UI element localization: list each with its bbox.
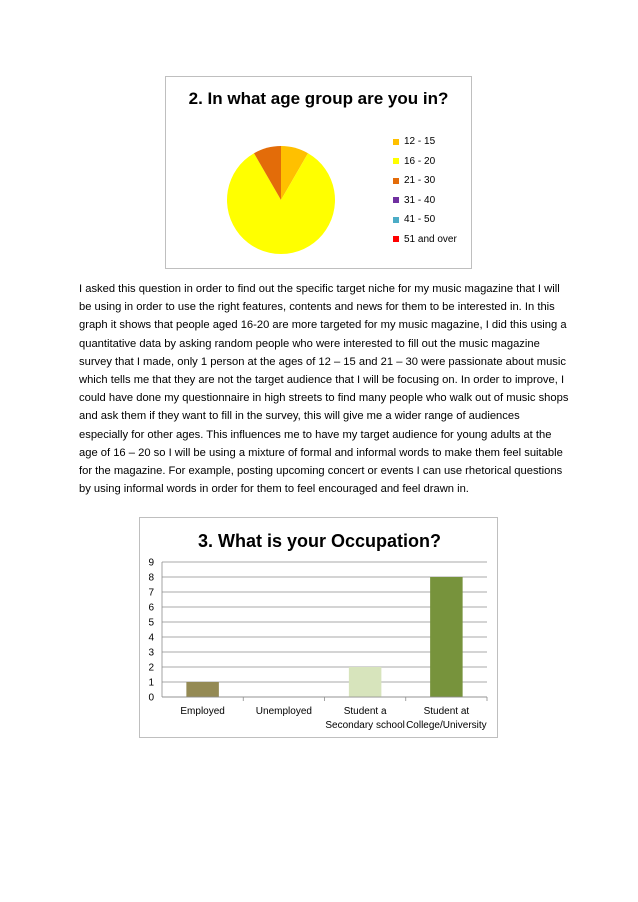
x-category-label: Employed bbox=[180, 706, 225, 717]
legend-entry bbox=[393, 191, 457, 211]
legend-label: 41 - 50 bbox=[404, 214, 436, 226]
legend-entry bbox=[393, 132, 457, 152]
legend-swatch bbox=[393, 178, 399, 184]
y-tick-label: 3 bbox=[148, 647, 154, 659]
y-tick-label: 7 bbox=[148, 587, 154, 599]
pie-chart-legend bbox=[393, 132, 457, 249]
legend-entry bbox=[393, 152, 457, 172]
bar-employed-0 bbox=[186, 682, 219, 697]
y-tick-label: 9 bbox=[148, 557, 154, 569]
legend-label: 51 and over bbox=[404, 233, 457, 245]
occupation-bar-chart bbox=[139, 517, 498, 738]
legend-label: 12 - 15 bbox=[404, 136, 436, 148]
x-category-label: Unemployed bbox=[255, 706, 312, 717]
analysis-paragraph: I asked this question in order to find out the specific target niche for my music magazine that I will be using in order to use the right features, contents and news for them to be interested in. In this graph it shows that people aged 16-20 are more targeted for my music magazine, I did this using a quantitative data by asking random people who were interested to fill out the music magazine survey that I made, only 1 person at the ages of 12 – 15 and 21 – 30 were passionate about music which tells me that they are not the target audience that I will be focusing on. In order to improve, I could have done my questionnaire in high streets to find many people who walk out of music shops and ask them if they want to fill in the survey, this will give me a wider range of audiences especially for other ages. This influences me to have my target audience for young adults at the age of 16 – 20 so I will be using a mixture of formal and informal words to make them feel suitable for the magazine. For example, posting upcoming concert or events I can use rhetorical questions by using informal words in order for them to feel encouraged and feel drawn in. bbox=[79, 283, 569, 496]
legend-label: 21 - 30 bbox=[404, 175, 436, 187]
y-tick-label: 4 bbox=[148, 632, 154, 644]
y-tick-label: 6 bbox=[148, 602, 154, 614]
age-group-pie-chart bbox=[165, 76, 472, 269]
legend-swatch bbox=[393, 197, 399, 203]
bar-chart-title: 3. What is your Occupation? bbox=[197, 531, 442, 551]
y-tick-label: 2 bbox=[148, 662, 154, 674]
legend-label: 16 - 20 bbox=[404, 155, 436, 167]
legend-swatch bbox=[393, 236, 399, 242]
x-category-label: Student at College/University bbox=[406, 706, 487, 731]
legend-swatch bbox=[393, 139, 399, 145]
legend-label: 31 - 40 bbox=[404, 194, 436, 206]
bar-chart-plot bbox=[140, 518, 497, 737]
y-tick-label: 0 bbox=[148, 692, 154, 704]
bar-student-3 bbox=[430, 577, 463, 697]
legend-entry bbox=[393, 171, 457, 191]
x-category-label: Student a Secondary school bbox=[325, 706, 405, 731]
legend-entry bbox=[393, 210, 457, 230]
y-tick-label: 1 bbox=[148, 677, 154, 689]
pie-chart-title: 2. In what age group are you in? bbox=[188, 89, 449, 108]
legend-swatch bbox=[393, 158, 399, 164]
y-tick-label: 8 bbox=[148, 572, 154, 584]
legend-entry bbox=[393, 230, 457, 250]
legend-swatch bbox=[393, 217, 399, 223]
y-tick-label: 5 bbox=[148, 617, 154, 629]
bar-student-2 bbox=[349, 667, 382, 697]
